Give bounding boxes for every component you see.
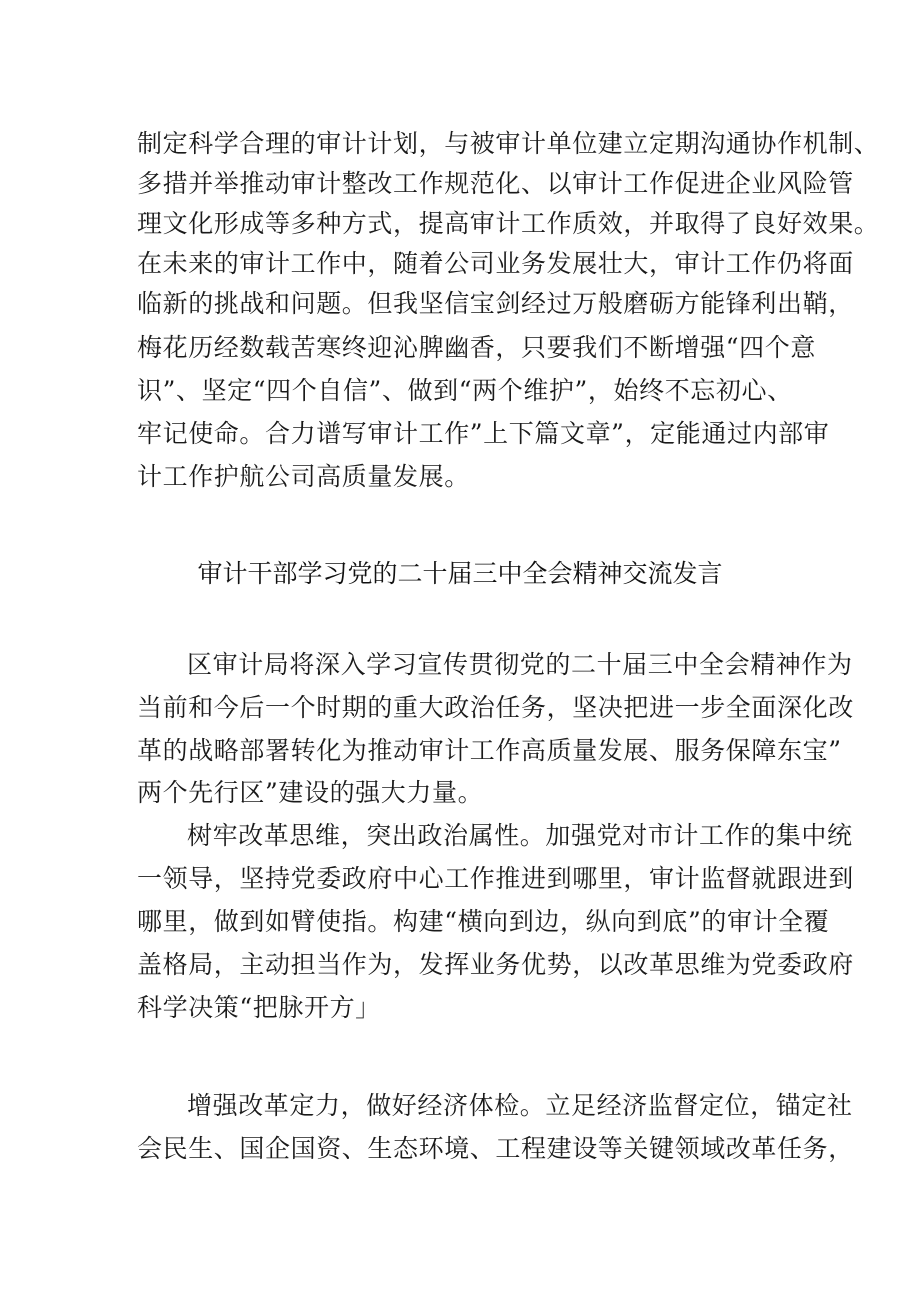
text-line: 树牢改革思维，突出政治属性。加强党对市计工作的集中统: [187, 821, 853, 850]
text-line: 多措并举推动审计整改工作规范化、以审计工作促进企业风险管: [137, 169, 854, 198]
text-line: 理文化形成等多种方式，提高审计工作质效，并取得了良好效果。: [137, 209, 880, 238]
text-line: 计工作护航公司高质量发展。: [137, 462, 470, 491]
text-line: 科学决策“把脉开方」: [137, 993, 381, 1022]
text-line: 牢记使命。合力谱写审计工作”上下篇文章”，定能通过内部审: [137, 419, 830, 448]
text-line: 革的战略部署转化为推动审计工作高质量发展、服务保障东宝”: [137, 736, 842, 765]
text-line: 当前和今后一个时期的重大政治任务，坚决把进一步全面深化改: [137, 693, 854, 722]
text-line: 增强改革定力，做好经济体检。立足经济监督定位，锚定社: [187, 1091, 853, 1120]
text-line: 哪里，做到如臂使指。构建“横向到边，纵向到底”的审计全覆: [137, 907, 830, 936]
text-line: 区审计局将深入学习宣传贯彻党的二十届三中全会精神作为: [187, 650, 853, 679]
text-line: 制定科学合理的审计计划，与被审计单位建立定期沟通协作机制、: [137, 129, 880, 158]
text-line: 在未来的审计工作中，随着公司业务发展壮大，审计工作仍将面: [137, 249, 854, 278]
text-line: 临新的挑战和问题。但我坚信宝剑经过万般磨砺方能锋利出鞘，: [137, 289, 854, 318]
text-line: 梅花历经数载苦寒终迎沁脾幽香，只要我们不断增强“四个意: [137, 333, 816, 362]
text-line: 会民生、国企国资、生态环境、工程建设等关键领域改革任务，: [137, 1134, 854, 1163]
section-heading: 审计干部学习党的二十届三中全会精神交流发言: [197, 559, 723, 588]
text-line: 盖格局，主动担当作为，发挥业务优势，以改革思维为党委政府: [137, 950, 854, 979]
text-line: 识”、坚定“四个自信”、做到“两个维护”，始终不忘初心、: [137, 376, 793, 405]
text-line: 两个先行区”建设的强大力量。: [137, 778, 484, 807]
text-line: 一领导，坚持党委政府中心工作推进到哪里，审计监督就跟进到: [137, 864, 854, 893]
